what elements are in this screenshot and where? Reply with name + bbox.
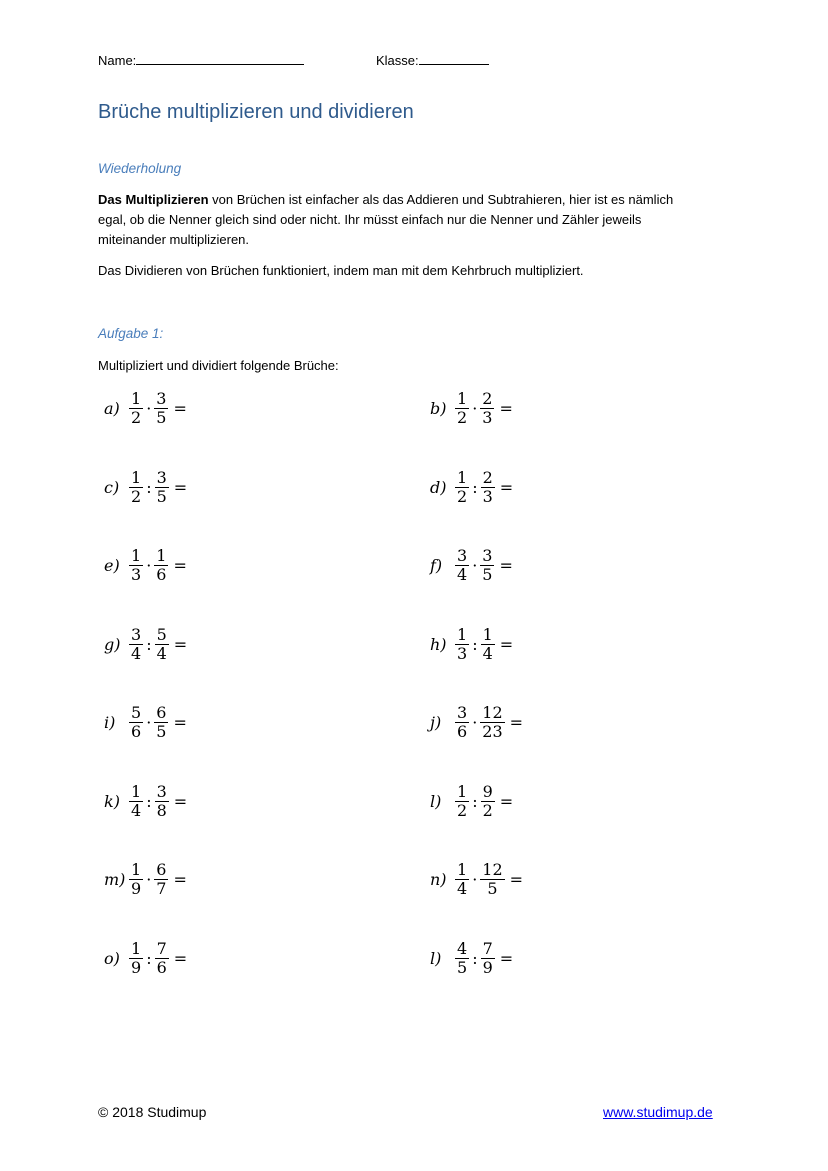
equals-sign: = bbox=[173, 791, 188, 811]
denominator: 3 bbox=[131, 564, 142, 584]
exercise-label: l) bbox=[430, 791, 442, 811]
exercise-item bbox=[430, 779, 513, 823]
denominator: 6 bbox=[457, 721, 468, 741]
exercise-label: e) bbox=[104, 555, 120, 575]
operator: : bbox=[146, 791, 152, 811]
denominator: 2 bbox=[457, 486, 468, 506]
operator: : bbox=[472, 634, 478, 654]
equals-sign: = bbox=[173, 712, 187, 732]
fraction-2 bbox=[479, 704, 505, 741]
footer-copyright: © 2018 Studimup bbox=[98, 1104, 207, 1120]
exercise-item bbox=[430, 700, 523, 744]
operator: : bbox=[146, 948, 152, 968]
exercise-item bbox=[104, 543, 187, 587]
numerator: 1 bbox=[457, 624, 468, 644]
equals-sign: = bbox=[499, 555, 513, 575]
numerator: 1 bbox=[482, 624, 493, 644]
review-paragraph-1 bbox=[98, 190, 738, 250]
numerator: 5 bbox=[131, 702, 142, 722]
denominator: 2 bbox=[131, 407, 142, 427]
fraction-1 bbox=[454, 390, 470, 427]
numerator: 3 bbox=[457, 702, 468, 722]
operator: · bbox=[472, 712, 478, 732]
numerator: 1 bbox=[131, 467, 142, 487]
exercise-label: m) bbox=[104, 869, 126, 889]
equals-sign: = bbox=[173, 555, 187, 575]
numerator: 1 bbox=[156, 545, 167, 565]
numerator: 6 bbox=[156, 702, 167, 722]
operator: · bbox=[472, 555, 478, 575]
numerator: 7 bbox=[156, 938, 167, 958]
fraction-2 bbox=[153, 704, 169, 741]
fraction-2 bbox=[153, 861, 169, 898]
class-label: Klasse: bbox=[376, 53, 419, 68]
numerator: 4 bbox=[457, 938, 468, 958]
fraction-1 bbox=[128, 626, 144, 663]
review-paragraph-2: Das Dividieren von Brüchen funktioniert, indem man mit dem Kehrbruch multipliziert. bbox=[98, 263, 584, 278]
denominator: 4 bbox=[482, 643, 493, 663]
fraction-2 bbox=[480, 626, 496, 663]
exercise-item bbox=[430, 543, 513, 587]
equals-sign: = bbox=[173, 398, 187, 418]
numerator: 2 bbox=[482, 467, 493, 487]
numerator: 9 bbox=[482, 781, 493, 801]
denominator: 23 bbox=[482, 721, 503, 741]
fraction-1 bbox=[128, 469, 144, 506]
numerator: 12 bbox=[482, 859, 503, 879]
exercise-label: n) bbox=[430, 869, 447, 889]
exercise-item bbox=[104, 465, 187, 509]
operator: : bbox=[472, 477, 478, 497]
numerator: 1 bbox=[131, 859, 142, 879]
task-instruction: Multipliziert und dividiert folgende Brüche: bbox=[98, 358, 339, 373]
denominator: 4 bbox=[131, 643, 142, 663]
fraction-2 bbox=[479, 861, 505, 898]
denominator: 3 bbox=[482, 407, 493, 427]
name-field bbox=[98, 51, 304, 68]
denominator: 5 bbox=[457, 957, 468, 977]
numerator: 6 bbox=[156, 859, 167, 879]
numerator: 1 bbox=[457, 859, 468, 879]
exercise-label: o) bbox=[104, 948, 120, 968]
exercise-label: b) bbox=[430, 398, 447, 418]
denominator: 9 bbox=[482, 957, 493, 977]
numerator: 1 bbox=[131, 388, 142, 408]
numerator: 3 bbox=[482, 545, 493, 565]
numerator: 1 bbox=[457, 781, 468, 801]
name-label: Name: bbox=[98, 53, 137, 68]
denominator: 3 bbox=[482, 486, 493, 506]
denominator: 9 bbox=[131, 878, 142, 898]
denominator: 5 bbox=[482, 564, 493, 584]
equals-sign: = bbox=[509, 712, 524, 732]
task-heading: Aufgabe 1: bbox=[98, 326, 164, 341]
fraction-1 bbox=[454, 783, 470, 820]
exercise-item bbox=[104, 779, 187, 823]
exercise-label: k) bbox=[104, 791, 120, 811]
fraction-1 bbox=[128, 861, 144, 898]
exercise-item bbox=[104, 700, 187, 744]
fraction-2 bbox=[480, 469, 496, 506]
review-heading: Wiederholung bbox=[98, 161, 182, 176]
footer-website-link[interactable]: www.studimup.de bbox=[603, 1104, 713, 1120]
denominator: 5 bbox=[487, 878, 498, 898]
exercise-label: f) bbox=[430, 555, 443, 575]
numerator: 1 bbox=[131, 545, 142, 565]
exercise-item bbox=[104, 386, 187, 430]
exercise-item bbox=[430, 465, 513, 509]
equals-sign: = bbox=[499, 477, 514, 497]
denominator: 2 bbox=[131, 486, 142, 506]
numerator: 2 bbox=[482, 388, 493, 408]
operator: · bbox=[472, 398, 478, 418]
fraction-2 bbox=[154, 783, 170, 820]
fraction-1 bbox=[454, 940, 470, 977]
exercise-label: c) bbox=[104, 477, 120, 497]
numerator: 1 bbox=[457, 388, 468, 408]
denominator: 4 bbox=[457, 878, 468, 898]
fraction-1 bbox=[454, 626, 470, 663]
numerator: 3 bbox=[131, 624, 142, 644]
fraction-1 bbox=[454, 547, 470, 584]
review-bold-lead: Das Multiplizieren bbox=[98, 192, 209, 207]
equals-sign: = bbox=[173, 477, 188, 497]
fraction-1 bbox=[128, 940, 144, 977]
fraction-2 bbox=[479, 390, 495, 427]
denominator: 5 bbox=[156, 486, 167, 506]
denominator: 4 bbox=[131, 800, 142, 820]
exercise-item bbox=[104, 857, 187, 901]
operator: · bbox=[146, 869, 152, 889]
exercise-item bbox=[430, 622, 513, 666]
denominator: 5 bbox=[156, 721, 167, 741]
exercise-item bbox=[104, 936, 187, 980]
numerator: 1 bbox=[131, 938, 142, 958]
exercise-item bbox=[430, 857, 523, 901]
fraction-1 bbox=[454, 469, 470, 506]
fraction-2 bbox=[480, 940, 496, 977]
numerator: 3 bbox=[156, 781, 167, 801]
exercise-label: g) bbox=[104, 634, 121, 654]
denominator: 8 bbox=[156, 800, 167, 820]
exercise-label: l) bbox=[430, 948, 442, 968]
numerator: 3 bbox=[156, 388, 167, 408]
fraction-2 bbox=[154, 626, 170, 663]
operator: · bbox=[146, 555, 152, 575]
equals-sign: = bbox=[499, 398, 513, 418]
equals-sign: = bbox=[173, 634, 188, 654]
exercise-item bbox=[430, 936, 513, 980]
denominator: 5 bbox=[156, 407, 167, 427]
denominator: 6 bbox=[156, 957, 167, 977]
fraction-1 bbox=[128, 783, 144, 820]
fraction-1 bbox=[128, 547, 144, 584]
operator: · bbox=[146, 712, 152, 732]
numerator: 7 bbox=[482, 938, 493, 958]
operator: : bbox=[146, 634, 152, 654]
review-line-1: von Brüchen ist einfacher als das Addieren und Subtrahieren, hier ist es nämlich bbox=[208, 192, 674, 207]
denominator: 4 bbox=[457, 564, 468, 584]
name-blank[interactable] bbox=[136, 51, 304, 65]
operator: : bbox=[146, 477, 152, 497]
review-line-2: egal, ob die Nenner gleich sind oder nicht. Ihr müsst einfach nur die Nenner und Zähler jeweils bbox=[98, 212, 642, 227]
denominator: 3 bbox=[457, 643, 468, 663]
numerator: 5 bbox=[156, 624, 167, 644]
fraction-1 bbox=[128, 390, 144, 427]
operator: : bbox=[472, 948, 478, 968]
exercise-label: a) bbox=[104, 398, 120, 418]
fraction-1 bbox=[454, 861, 470, 898]
fraction-2 bbox=[154, 469, 170, 506]
equals-sign: = bbox=[509, 869, 524, 889]
numerator: 1 bbox=[131, 781, 142, 801]
exercise-label: i) bbox=[104, 712, 116, 732]
exercise-label: h) bbox=[430, 634, 447, 654]
denominator: 2 bbox=[457, 407, 468, 427]
equals-sign: = bbox=[173, 869, 187, 889]
fraction-1 bbox=[454, 704, 470, 741]
denominator: 2 bbox=[457, 800, 468, 820]
equals-sign: = bbox=[499, 948, 514, 968]
fraction-2 bbox=[479, 547, 495, 584]
numerator: 1 bbox=[457, 467, 468, 487]
numerator: 3 bbox=[156, 467, 167, 487]
denominator: 6 bbox=[131, 721, 142, 741]
denominator: 2 bbox=[482, 800, 493, 820]
class-blank[interactable] bbox=[419, 51, 489, 65]
operator: : bbox=[472, 791, 478, 811]
denominator: 7 bbox=[156, 878, 167, 898]
fraction-2 bbox=[480, 783, 496, 820]
numerator: 12 bbox=[482, 702, 503, 722]
page-title: Brüche multiplizieren und dividieren bbox=[98, 101, 414, 123]
equals-sign: = bbox=[173, 948, 188, 968]
fraction-2 bbox=[153, 390, 169, 427]
denominator: 9 bbox=[131, 957, 142, 977]
exercise-item bbox=[430, 386, 513, 430]
operator: · bbox=[472, 869, 478, 889]
exercise-label: d) bbox=[430, 477, 447, 497]
numerator: 3 bbox=[457, 545, 468, 565]
fraction-1 bbox=[128, 704, 144, 741]
equals-sign: = bbox=[499, 791, 514, 811]
review-line-3: miteinander multiplizieren. bbox=[98, 232, 250, 247]
exercise-item bbox=[104, 622, 187, 666]
exercise-label: j) bbox=[430, 712, 442, 732]
denominator: 6 bbox=[156, 564, 167, 584]
fraction-2 bbox=[154, 940, 170, 977]
class-field bbox=[376, 51, 489, 68]
denominator: 4 bbox=[156, 643, 167, 663]
equals-sign: = bbox=[499, 634, 514, 654]
operator: · bbox=[146, 398, 152, 418]
fraction-2 bbox=[153, 547, 169, 584]
